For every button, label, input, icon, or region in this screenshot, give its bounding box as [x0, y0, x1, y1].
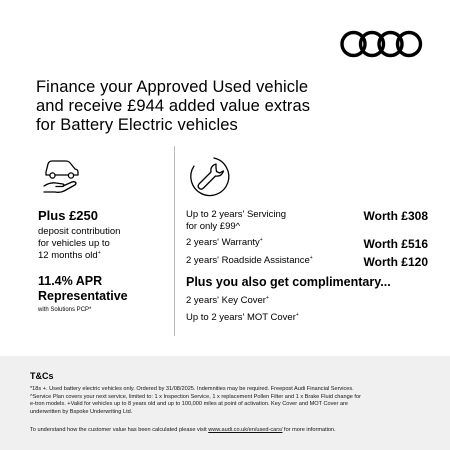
- spanner-icon: [186, 152, 234, 200]
- deposit-desc-line-1: deposit contribution: [38, 226, 121, 237]
- complimentary-item-label: 2 years' Key Cover: [186, 295, 266, 306]
- complimentary-item-label: Up to 2 years' MOT Cover: [186, 312, 296, 323]
- extra-label: [186, 237, 263, 249]
- apr-rate: [38, 274, 170, 304]
- footnote-mark: +: [309, 254, 313, 261]
- extra-label: [186, 255, 313, 267]
- terms-footer: [0, 356, 450, 450]
- headline-line-2: and receive £944 added value extras: [36, 97, 311, 115]
- complimentary-item: [186, 295, 428, 307]
- footnote-mark: +: [295, 311, 299, 318]
- extras-panel: [186, 209, 428, 324]
- extra-label-line-2: for only £99^: [186, 221, 241, 232]
- extra-label: [186, 209, 286, 233]
- extra-row-roadside: [186, 255, 428, 269]
- extra-label-text: 2 years' Roadside Assistance: [186, 255, 310, 266]
- deposit-title: Plus £250: [38, 208, 98, 223]
- extra-label-line-1: Up to 2 years' Servicing: [186, 209, 287, 220]
- headline-line-1: Finance your Approved Used vehicle: [36, 78, 309, 96]
- extra-worth: Worth £308: [363, 209, 428, 223]
- apr-line-1: 11.4% APR: [38, 274, 103, 288]
- footnote-mark: +: [265, 294, 269, 301]
- extra-row-warranty: [186, 237, 428, 251]
- terms-line-2: ^Service Plan covers your next service, limited to: 1 x Inspection Service, 1 x replacement Pollen Filter and 1 x Brake Fluid change for: [30, 393, 361, 400]
- footnote-mark: +: [259, 236, 263, 243]
- used-cars-link[interactable]: www.audi.co.uk/en/used-cars/: [208, 427, 283, 433]
- terms-line-1: *18s +. Used battery electric vehicles only. Ordered by 31/08/2025. Indemnities may be required. Freepost Audi Financial Services.: [30, 386, 354, 392]
- extra-worth: Worth £516: [363, 237, 428, 251]
- deposit-panel: [38, 208, 170, 315]
- apr-note: with Solutions PCP*: [38, 307, 92, 313]
- complimentary-title: Plus you also get complimentary...: [186, 275, 391, 289]
- audi-rings-logo: [340, 28, 424, 60]
- terms-link-line: [30, 427, 430, 435]
- deposit-desc-line-3: [38, 250, 170, 262]
- complimentary-item: [186, 312, 428, 324]
- terms-line-4: underwritten by Bspoke Underwriting Ltd.: [30, 408, 133, 415]
- car-hand-icon: [38, 152, 84, 198]
- apr-line-2: Representative: [38, 289, 128, 303]
- terms-title: T&Cs: [30, 371, 54, 381]
- deposit-description: [38, 226, 170, 262]
- column-divider: [174, 146, 175, 336]
- extra-row-servicing: [186, 209, 428, 233]
- terms-link-suffix: for more information.: [282, 427, 336, 433]
- headline-line-3: for Battery Electric vehicles: [36, 116, 238, 134]
- headline: [36, 78, 436, 135]
- extra-label-text: 2 years' Warranty: [186, 237, 260, 248]
- terms-line-3: e-tron models. +Valid for vehicles up to 8 years old and up to 100,000 miles at point of activation. Key Cover and MOT Cover are: [30, 401, 349, 408]
- footnote-mark: +: [97, 249, 101, 256]
- terms-text: [30, 386, 420, 416]
- terms-link-prefix: To understand how the customer value has been calculated please visit: [30, 427, 209, 433]
- extra-worth: Worth £120: [363, 255, 428, 269]
- deposit-desc-text: 12 months old: [38, 250, 98, 261]
- deposit-desc-line-2: for vehicles up to: [38, 238, 110, 249]
